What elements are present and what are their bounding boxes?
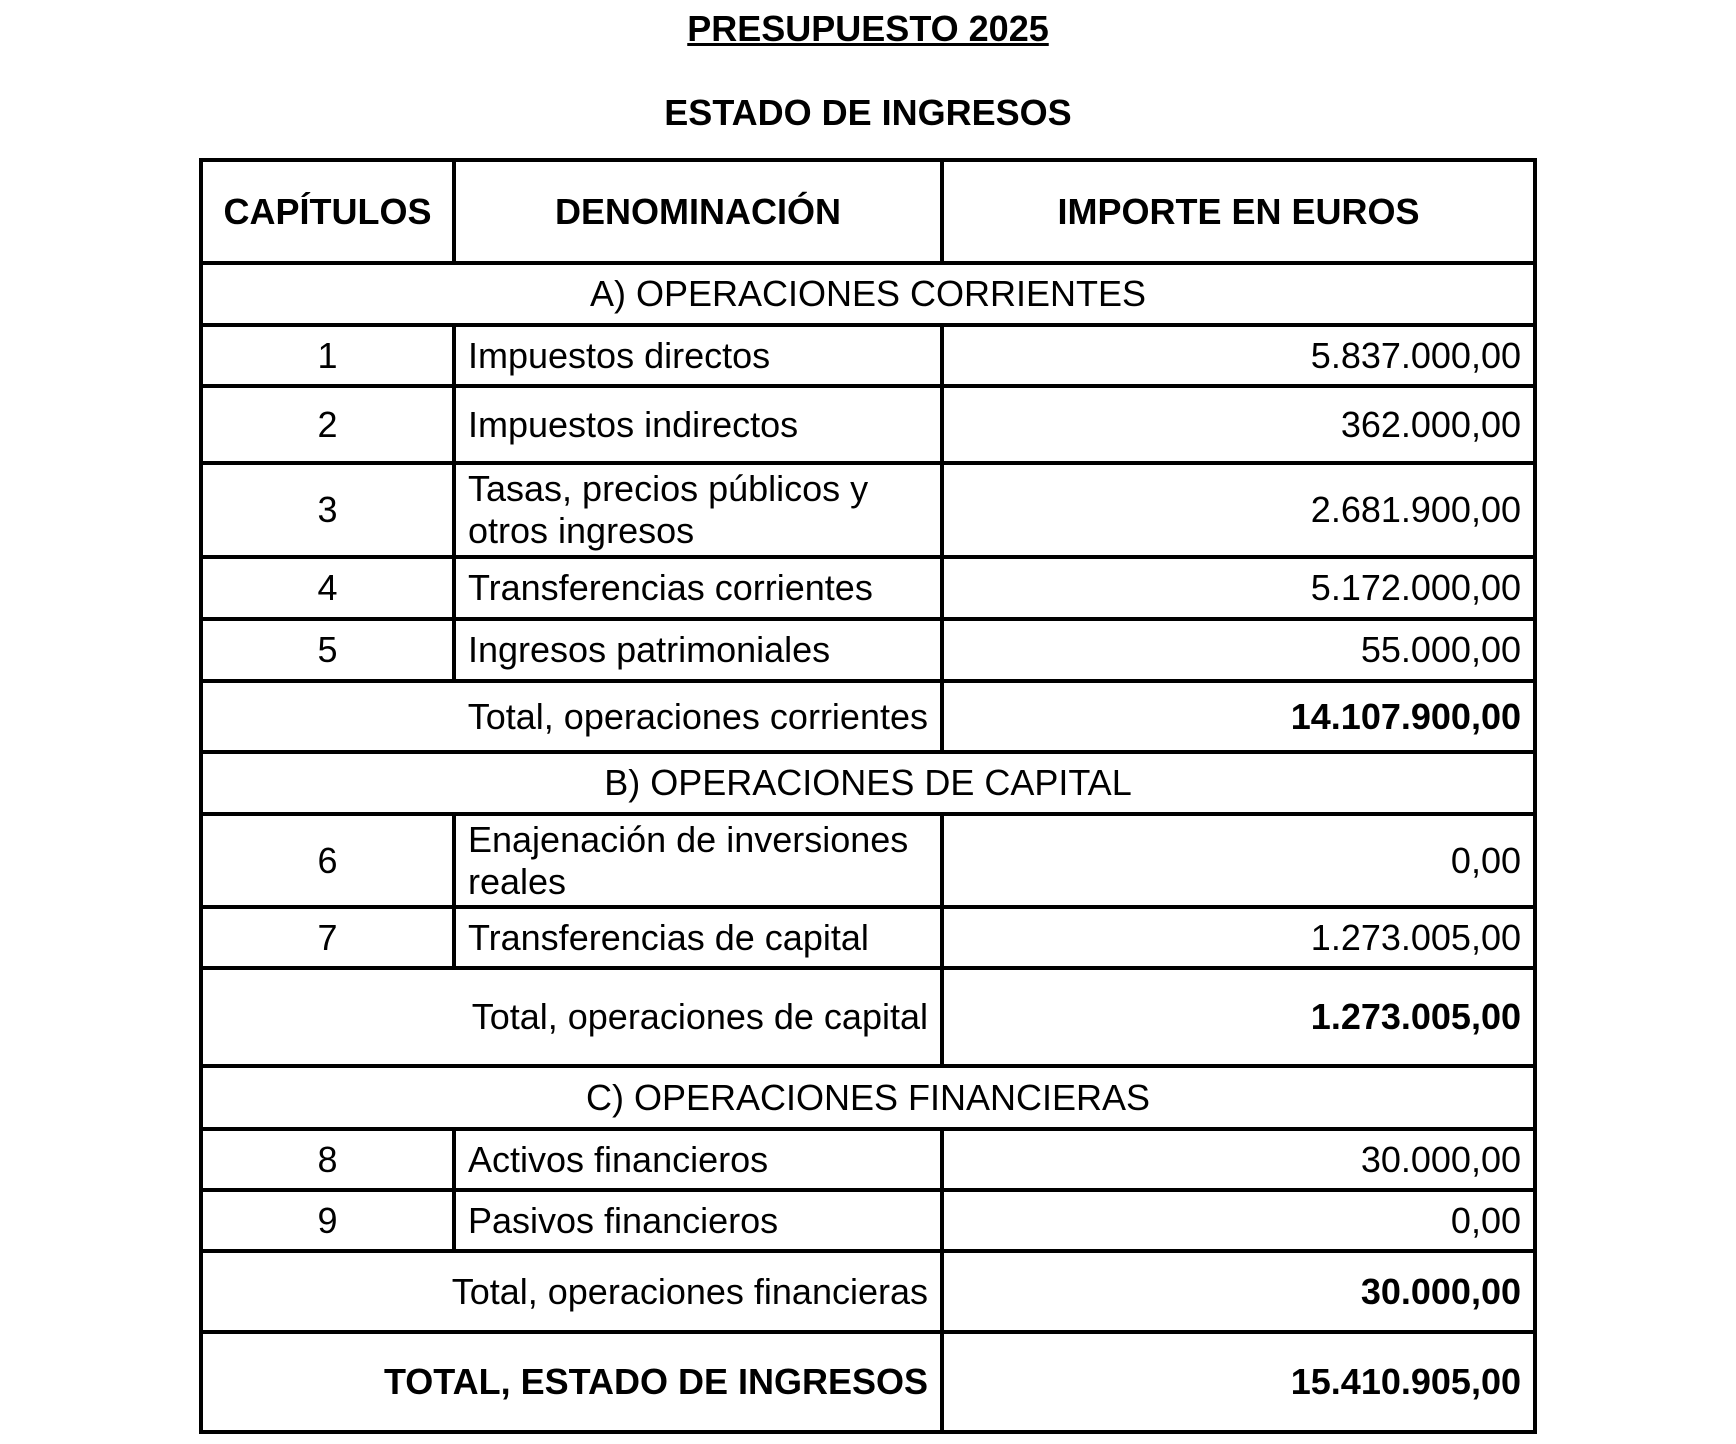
chapter: 4	[201, 557, 454, 619]
subtotal-row	[201, 1251, 1535, 1332]
header-importe: IMPORTE EN EUROS	[942, 160, 1535, 263]
subtotal-amount: 14.107.900,00	[942, 681, 1535, 752]
section-a-label: A) OPERACIONES CORRIENTES	[201, 263, 1535, 325]
document-title: PRESUPUESTO 2025	[687, 8, 1049, 49]
header-row	[201, 160, 1535, 263]
subtotal-label: Total, operaciones de capital	[201, 968, 942, 1066]
chapter: 7	[201, 907, 454, 968]
denomination: Impuestos directos	[454, 325, 942, 386]
amount: 362.000,00	[942, 386, 1535, 463]
header-denominacion: DENOMINACIÓN	[454, 160, 942, 263]
subtotal-amount: 30.000,00	[942, 1251, 1535, 1332]
table-row	[201, 325, 1535, 386]
chapter: 9	[201, 1190, 454, 1251]
subtotal-row	[201, 968, 1535, 1066]
table-row	[201, 619, 1535, 681]
header-capitulos: CAPÍTULOS	[201, 160, 454, 263]
table-row	[201, 1129, 1535, 1190]
subtotal-label: Total, operaciones corrientes	[201, 681, 942, 752]
subtotal-row	[201, 681, 1535, 752]
table-row	[201, 386, 1535, 463]
denomination: Enajenación de inversiones reales	[454, 814, 942, 907]
denomination: Pasivos financieros	[454, 1190, 942, 1251]
amount: 0,00	[942, 1190, 1535, 1251]
table-row	[201, 557, 1535, 619]
table-row	[201, 907, 1535, 968]
chapter: 6	[201, 814, 454, 907]
chapter: 5	[201, 619, 454, 681]
table-row	[201, 814, 1535, 907]
chapter: 3	[201, 463, 454, 557]
section-c-label: C) OPERACIONES FINANCIERAS	[201, 1066, 1535, 1129]
denomination: Tasas, precios públicos y otros ingresos	[454, 463, 942, 557]
amount: 55.000,00	[942, 619, 1535, 681]
denomination: Activos financieros	[454, 1129, 942, 1190]
amount: 2.681.900,00	[942, 463, 1535, 557]
income-budget-table	[199, 158, 1537, 1434]
chapter: 8	[201, 1129, 454, 1190]
amount: 30.000,00	[942, 1129, 1535, 1190]
denomination: Transferencias corrientes	[454, 557, 942, 619]
amount: 5.172.000,00	[942, 557, 1535, 619]
grand-total-amount: 15.410.905,00	[942, 1332, 1535, 1432]
denomination: Transferencias de capital	[454, 907, 942, 968]
table-row	[201, 1190, 1535, 1251]
chapter: 2	[201, 386, 454, 463]
amount: 1.273.005,00	[942, 907, 1535, 968]
table-row	[201, 463, 1535, 557]
denomination: Ingresos patrimoniales	[454, 619, 942, 681]
grand-total-label: TOTAL, ESTADO DE INGRESOS	[201, 1332, 942, 1432]
subtotal-amount: 1.273.005,00	[942, 968, 1535, 1066]
amount: 0,00	[942, 814, 1535, 907]
chapter: 1	[201, 325, 454, 386]
grand-total-row	[201, 1332, 1535, 1432]
denomination: Impuestos indirectos	[454, 386, 942, 463]
amount: 5.837.000,00	[942, 325, 1535, 386]
document-subtitle: ESTADO DE INGRESOS	[664, 92, 1072, 133]
subtotal-label: Total, operaciones financieras	[201, 1251, 942, 1332]
section-b-label: B) OPERACIONES DE CAPITAL	[201, 752, 1535, 814]
